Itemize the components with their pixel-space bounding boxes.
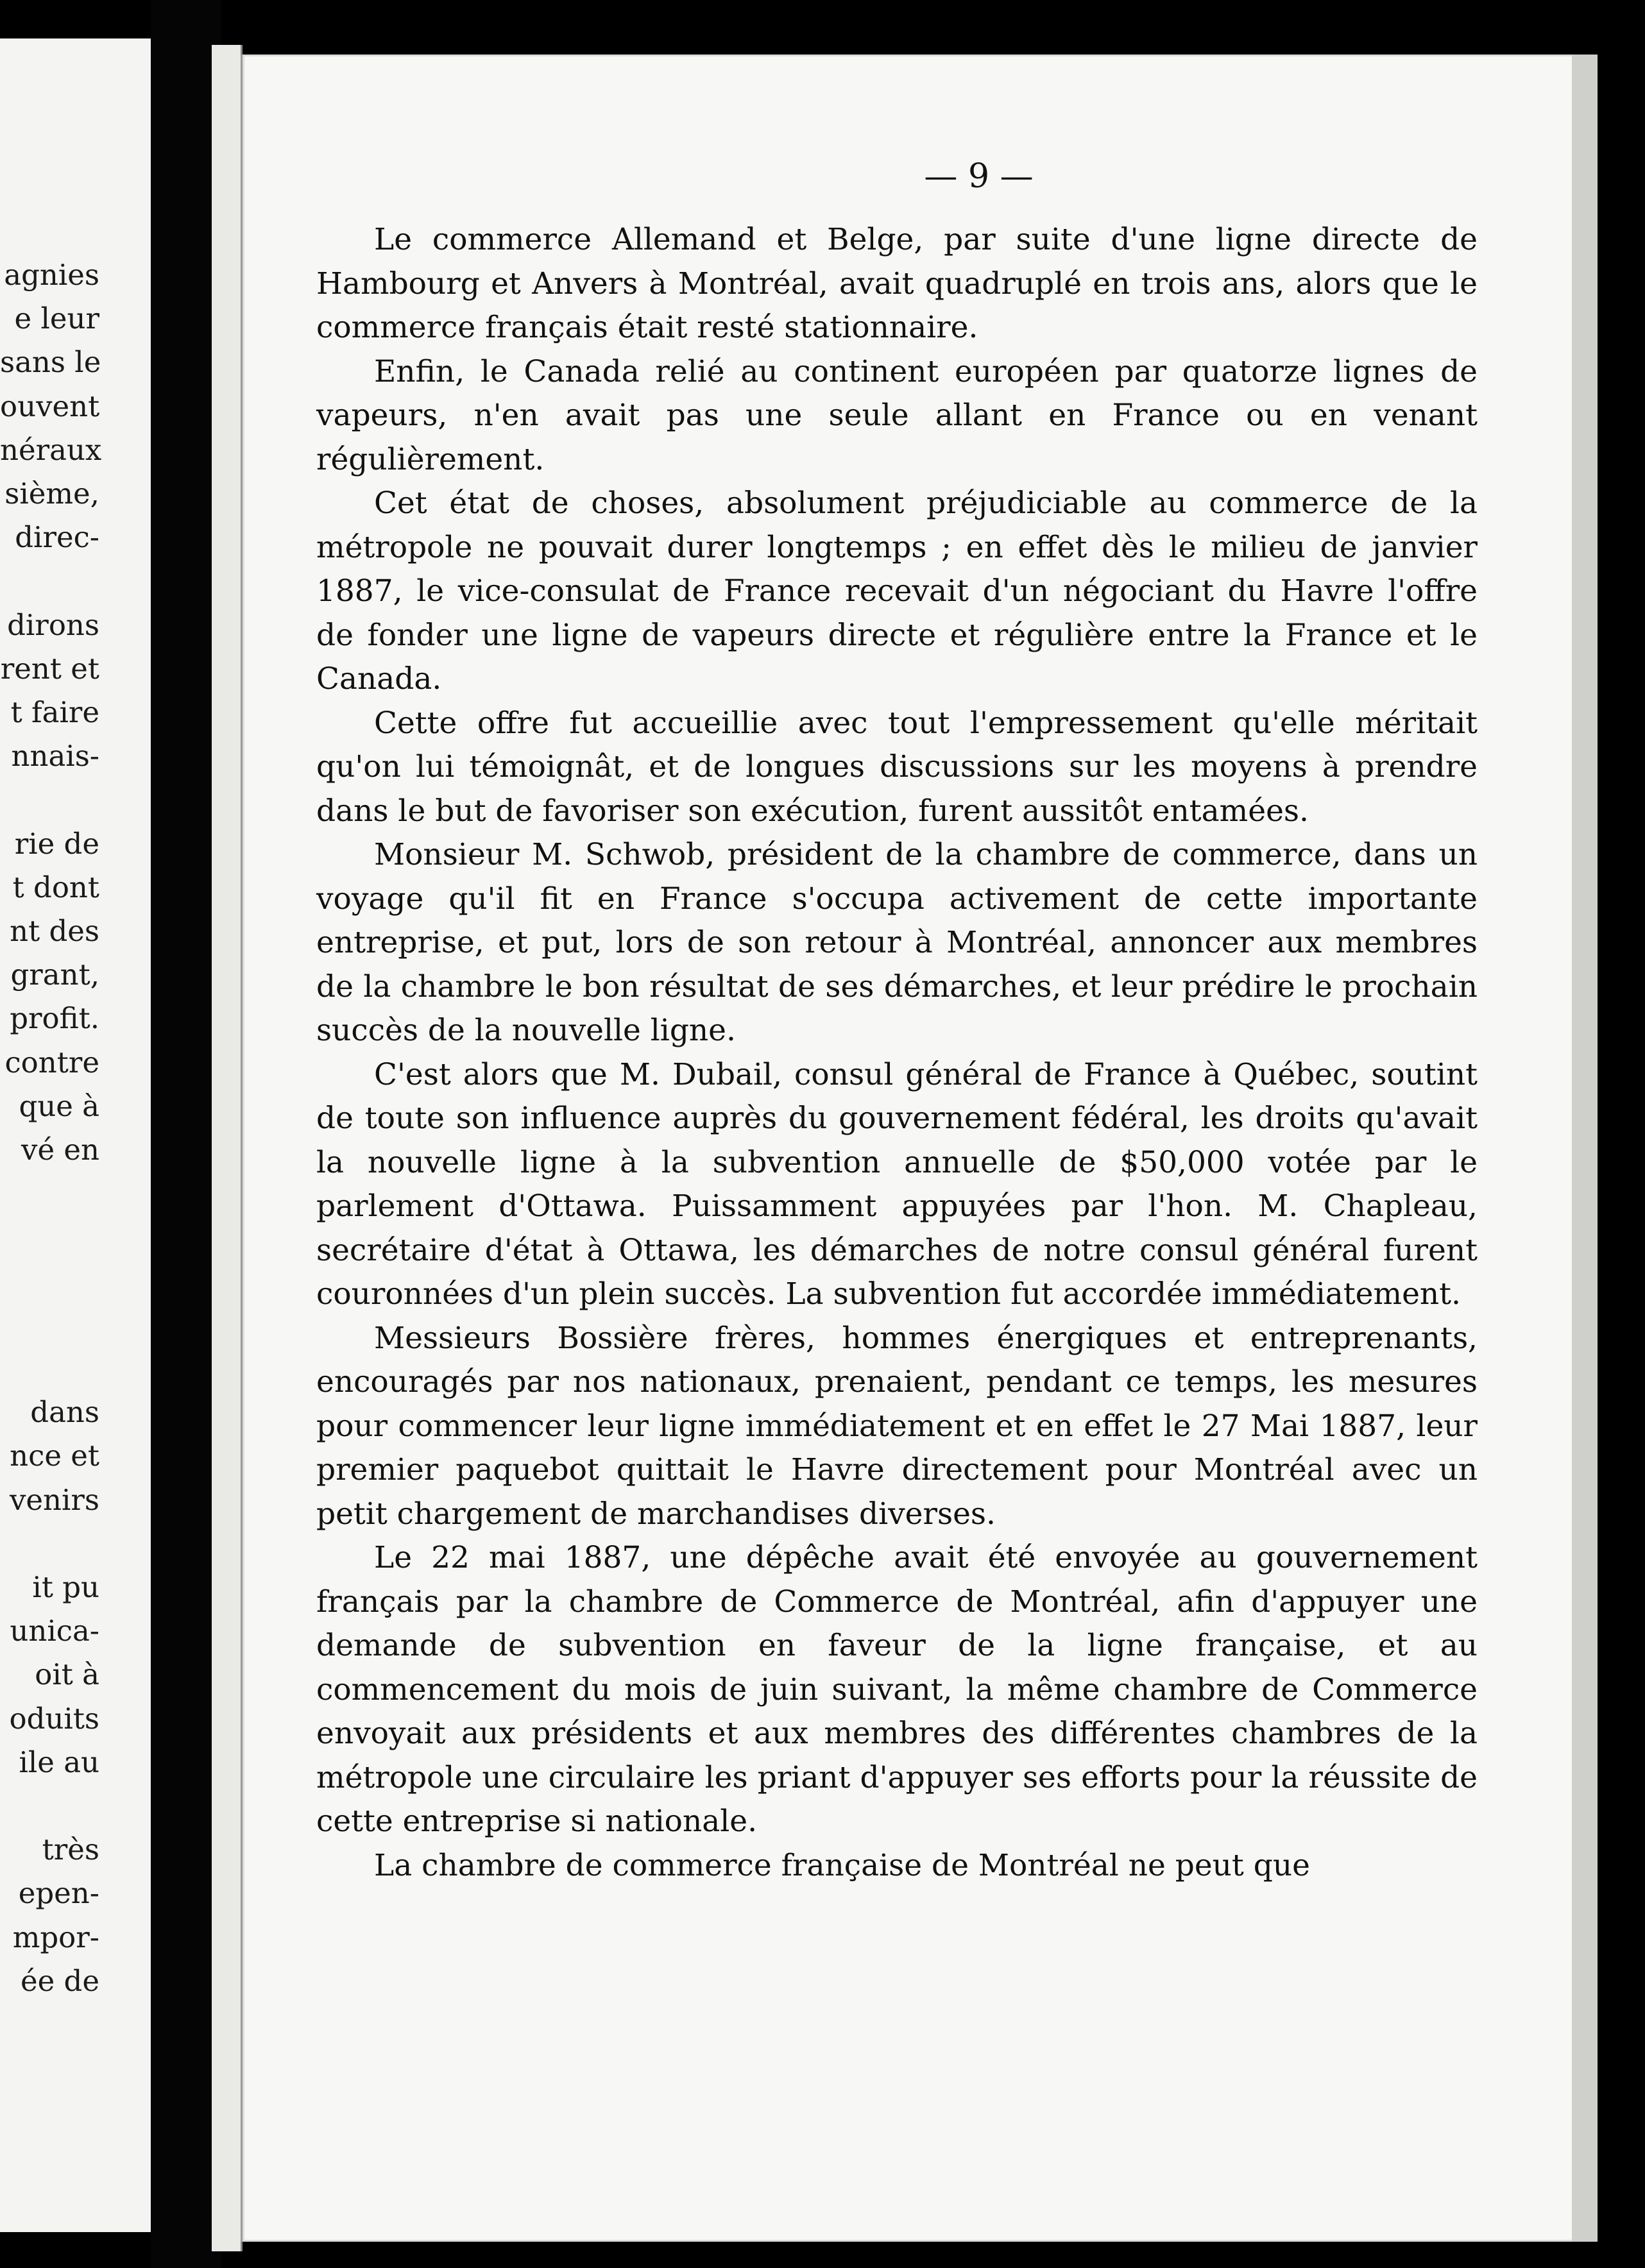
body-text	[316, 218, 1478, 1888]
left-page-line: néraux	[0, 432, 102, 467]
left-page-line: direc-	[15, 520, 99, 555]
paragraph: Cet état de choses, absolument préjudiciable au commerce de la métropole ne pouvait durer longtemps ; en effet dès le milieu de janvier 1887, le vice-consulat de France recevait d'un négociant du Havre l'offre de fonder une ligne de vapeurs directe et régulière entre la France et le Canada.	[316, 486, 1478, 697]
book-gutter	[151, 0, 221, 2268]
paragraph: Cette offre fut accueillie avec tout l'empressement qu'elle méritait qu'on lui témoignât, et de longues discussions sur les moyens à prendre dans le but de favoriser son exécution, furent aussitôt entamées.	[316, 705, 1478, 829]
left-page-line: it pu	[32, 1570, 99, 1604]
main-page	[241, 55, 1574, 2242]
left-page-line: dirons	[7, 607, 99, 642]
right-page-edge	[1572, 55, 1598, 2242]
paragraph: Le commerce Allemand et Belge, par suite d'une ligne directe de Hambourg et Anvers à Montréal, avait quadruplé en trois ans, alors que le commerce français était resté stationnaire.	[316, 222, 1478, 345]
left-page-line: sans le	[0, 345, 101, 380]
left-page-line: contre	[4, 1045, 99, 1079]
left-page-line: venirs	[9, 1482, 99, 1517]
left-page-line: grant,	[10, 958, 99, 992]
left-page-line: sième,	[4, 477, 99, 511]
left-page-line: oduits	[9, 1701, 99, 1736]
left-facing-page	[0, 38, 151, 2232]
left-page-line: oit à	[35, 1657, 99, 1692]
left-page-line: vé en	[21, 1133, 99, 1167]
left-page-line: ée de	[20, 1963, 99, 1998]
left-page-line: e leur	[14, 301, 99, 336]
left-page-line: rent et	[0, 651, 99, 686]
left-page-line: rie de	[14, 826, 99, 861]
left-page-line: agnies	[4, 258, 99, 292]
left-page-line: nnais-	[11, 739, 99, 774]
left-page-line: epen-	[18, 1876, 99, 1911]
left-page-line: dans	[30, 1395, 99, 1430]
page-edge	[212, 45, 243, 2251]
left-page-line: nt des	[10, 914, 99, 948]
left-page-line: très	[42, 1832, 99, 1867]
paragraph: C'est alors que M. Dubail, consul général de France à Québec, soutint de toute son influence auprès du gouvernement fédéral, les droits qu'avait la nouvelle ligne à la subvention annuelle de $50,000 votée par le parlement d'Ottawa. Puissamment appuyées par l'hon. M. Chapleau, secrétaire d'état à Ottawa, les démarches de notre consul général furent couronnées d'un plein succès. La subvention fut accordée immédiatement.	[316, 1056, 1478, 1312]
paragraph: Messieurs Bossière frères, hommes énergiques et entreprenants, encouragés par nos nationaux, prenaient, pendant ce temps, les mesures pour commencer leur ligne immédiatement et en effet le 27 Mai 1887, leur premier paquebot quittait le Havre directement pour Montréal avec un petit chargement de marchandises diverses.	[316, 1320, 1478, 1532]
page-number: — 9 —	[924, 157, 1034, 196]
paragraph: Monsieur M. Schwob, président de la chambre de commerce, dans un voyage qu'il fit en France s'occupa activement de cette importante entreprise, et put, lors de son retour à Montréal, annoncer aux membres de la chambre le bon résultat de ses démarches, et leur prédire le prochain succès de la nouvelle ligne.	[316, 837, 1478, 1048]
left-page-line: t faire	[10, 695, 99, 729]
left-page-line: ouvent	[0, 389, 100, 423]
paragraph: Le 22 mai 1887, une dépêche avait été envoyée au gouvernement français par la chambre de Commerce de Montréal, afin d'appuyer une demande de subvention en faveur de la ligne française, et au commencement du mois de juin suivant, la même chambre de Commerce envoyait aux présidents et aux membres des différentes chambres de la métropole une circulaire les priant d'appuyer ses efforts pour la réussite de cette entreprise si nationale.	[316, 1540, 1478, 1839]
paragraph: Enfin, le Canada relié au continent européen par quatorze lignes de vapeurs, n'en avait pas une seule allant en France ou en venant régulièrement.	[316, 353, 1478, 477]
left-page-line: mpor-	[12, 1920, 99, 1954]
left-page-line: unica-	[10, 1614, 99, 1648]
left-page-line: que à	[19, 1088, 99, 1123]
left-page-line: nce et	[10, 1439, 99, 1473]
paragraph: La chambre de commerce française de Montréal ne peut que	[374, 1847, 1310, 1883]
left-page-line: profit.	[10, 1001, 99, 1036]
left-page-line: ile au	[19, 1745, 99, 1779]
left-page-line: t dont	[12, 870, 99, 904]
